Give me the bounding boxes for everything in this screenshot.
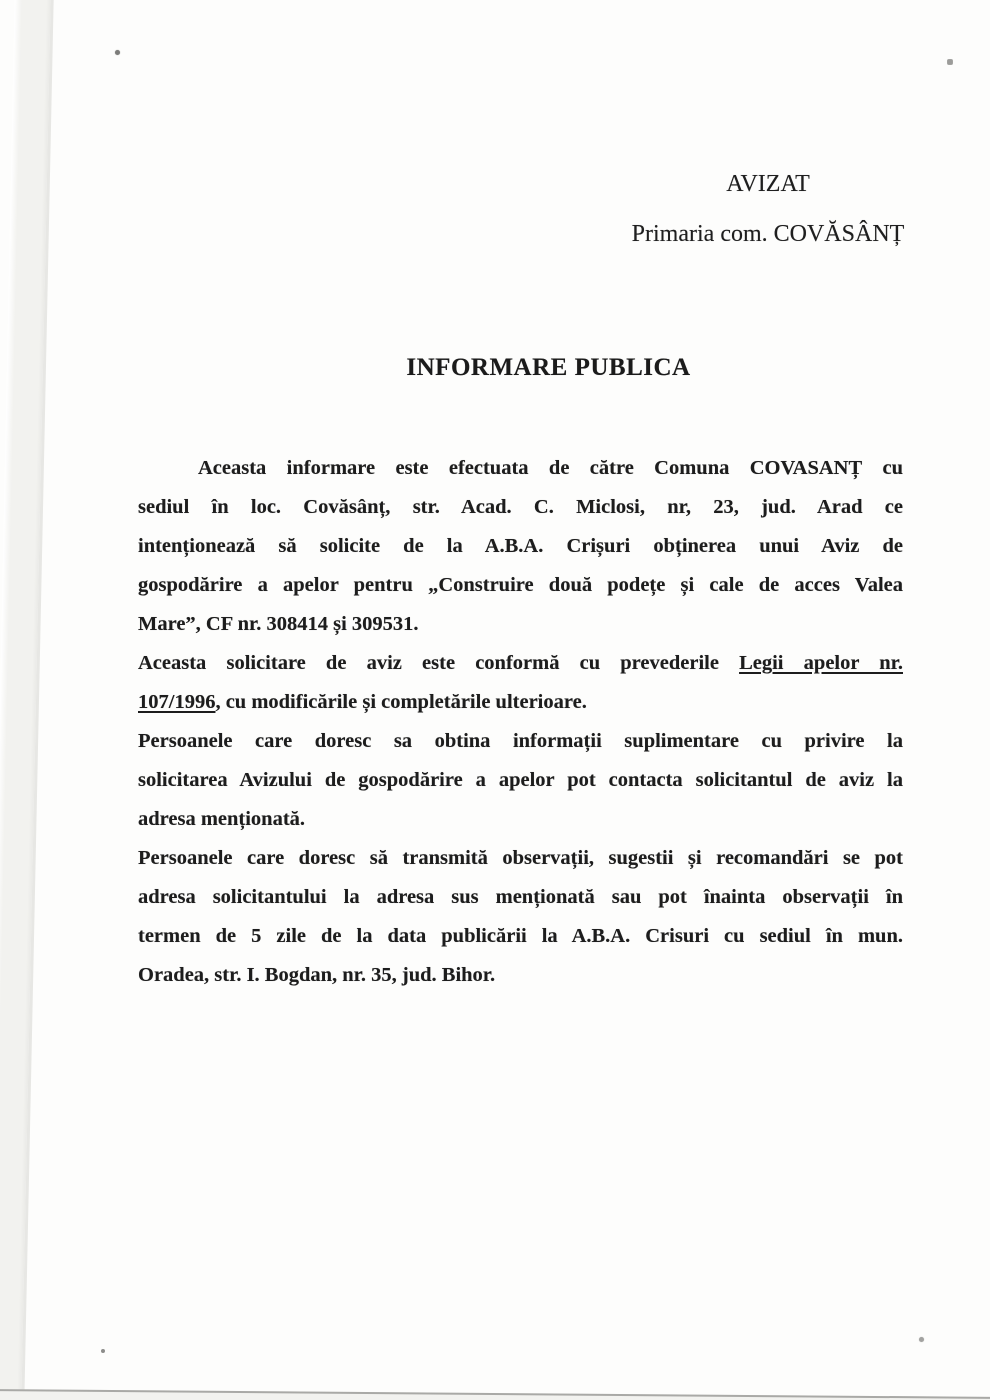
document-body [138, 449, 903, 995]
approval-label: AVIZAT [726, 171, 810, 197]
document-title: INFORMARE PUBLICA [406, 354, 691, 381]
paragraph1-line1: Aceasta informare este efectuata de către Comuna COVASANȚ cu [198, 457, 903, 479]
scan-speck-bottom-left [101, 1349, 105, 1353]
scan-speck-top-right [947, 59, 953, 65]
approver-name: Primaria com. COVĂSÂNȚ [631, 220, 905, 247]
law-reference-underlined: Legii apelor nr. [739, 652, 903, 674]
paragraph4-line4: Oradea, str. I. Bogdan, nr. 35, jud. Bihor. [138, 964, 496, 986]
scan-speck-bottom-right [919, 1337, 924, 1342]
paragraph4-line1: Persoanele care doresc să transmită observații, sugestii și recomandări se pot [138, 847, 903, 869]
paragraph2-line1 [138, 644, 903, 683]
paragraph4-line2: adresa solicitantului la adresa sus menționată sau pot înainta observații în [138, 886, 903, 908]
scan-speck-top-left [115, 50, 120, 55]
paragraph3-line1: Persoanele care doresc sa obtina informații suplimentare cu privire la [138, 730, 903, 752]
paragraph3-line3: adresa menționată. [138, 808, 306, 830]
paragraph2-line2 [138, 683, 903, 722]
scan-bottom-paper-edge [0, 1389, 990, 1400]
paragraph3-line2: solicitarea Avizului de gospodărire a apelor pot contacta solicitantul de aviz la [138, 769, 903, 791]
paragraph2-line1-text: Aceasta solicitare de aviz este conformă cu prevederile [138, 652, 740, 674]
law-number-underlined: 107/1996 [138, 691, 216, 713]
scan-left-paper-edge [0, 0, 54, 1400]
paragraph1-line5: Mare”, CF nr. 308414 și 309531. [138, 613, 419, 635]
paragraph1-line2: sediul în loc. Covăsânț, str. Acad. C. Miclosi, nr, 23, jud. Arad ce [138, 496, 903, 518]
paragraph1-line4: gospodărire a apelor pentru „Construire două podețe și cale de acces Valea [138, 574, 903, 596]
approval-block [603, 170, 933, 249]
paragraph2-line2-text: , cu modificările și completările ulterioare. [215, 691, 587, 713]
paragraph4-line3: termen de 5 zile de la data publicării la A.B.A. Crisuri cu sediul în mun. [138, 925, 903, 947]
paragraph1-line3: intenționează să solicite de la A.B.A. Crișuri obținerea unui Aviz de [138, 535, 903, 557]
